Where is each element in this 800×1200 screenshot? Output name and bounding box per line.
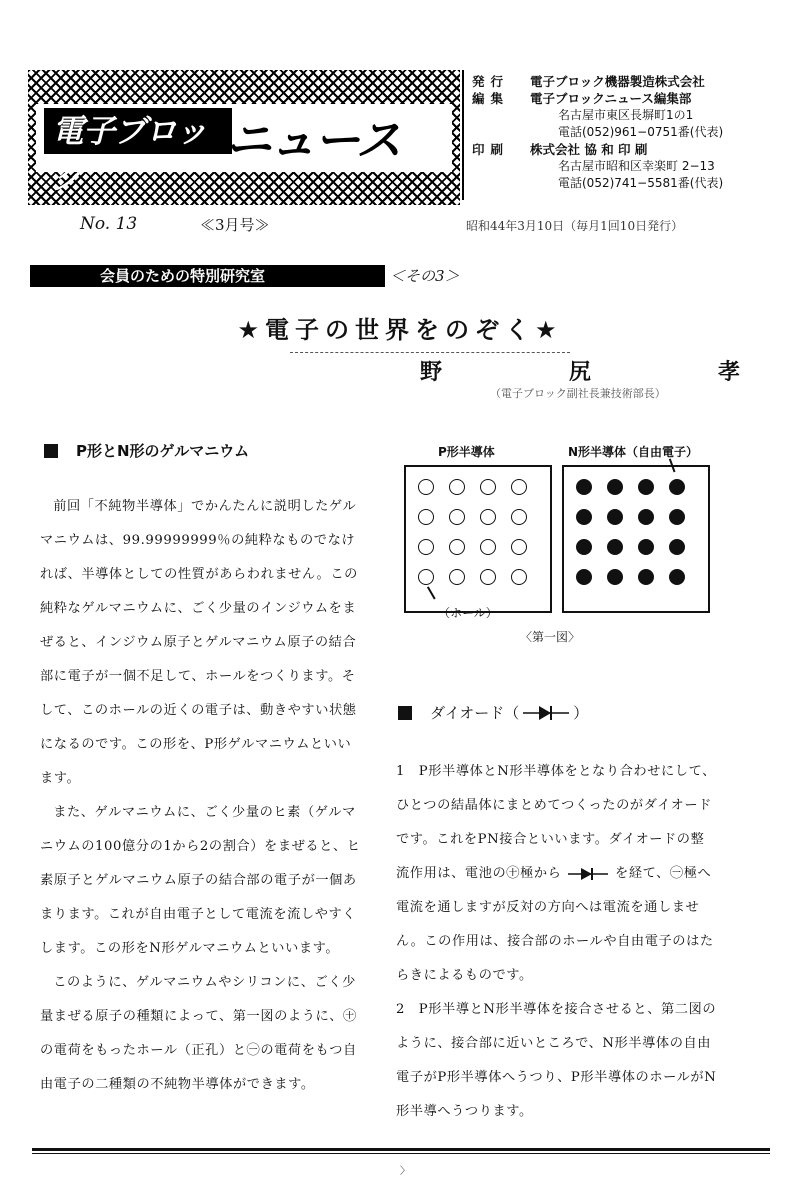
pub-label: 印刷 <box>472 142 510 157</box>
section-part: ＜その3＞ <box>390 267 460 285</box>
bottom-rule <box>32 1148 770 1151</box>
hole-grid <box>418 479 527 585</box>
figure-p-label: P形半導体 <box>438 445 495 459</box>
paragraph-part: 1 P形半導体とN形半導体をとなり合わせにして、ひとつの結晶体にまとめてつくったのがダイオードです。これをPN接合といいます。ダイオードの整流作用は、電池の㊉極から <box>396 764 716 881</box>
heading-text: ダイオード（ <box>430 704 520 722</box>
diode-symbol-icon <box>521 704 571 722</box>
hole-circle <box>449 539 465 555</box>
paragraph: 2 P形半導とN形半導体を接合させると、第二図のように、接合部に近いところで、N形半導体の自由電子がP形半導体へうつり、P形半導体のホールがN形半導へうつります。 <box>396 1002 717 1119</box>
electron-dot <box>669 569 685 585</box>
electron-dot <box>669 509 685 525</box>
figure-hole-label: （ホール） <box>438 606 498 620</box>
issue-number: No. 13 <box>80 214 138 234</box>
title-rule <box>290 352 570 354</box>
author-char: 尻 <box>568 360 591 385</box>
hole-circle <box>511 479 527 495</box>
electron-dot <box>607 569 623 585</box>
paragraph <box>396 755 718 993</box>
publisher-rule <box>462 70 464 200</box>
heading-germanium <box>44 440 249 461</box>
hole-circle <box>480 539 496 555</box>
editor-address: 名古屋市東区長塀町1の1 <box>558 108 694 122</box>
hole-circle <box>418 509 434 525</box>
electron-dot <box>576 539 592 555</box>
article-title: ★電子の世界をのぞく★ <box>237 316 563 344</box>
electron-dot <box>638 509 654 525</box>
pub-value: 電子ブロック機器製造株式会社 <box>530 74 705 89</box>
logo-left: 電子ブロック <box>44 108 232 154</box>
pub-value: 電子ブロックニュース編集部 <box>530 91 692 106</box>
electron-dot <box>638 539 654 555</box>
paragraph: このように、ゲルマニウムやシリコンに、ごく少量まぜる原子の種類によって、第一図のように、㊉の電荷をもったホール（正孔）と㊀の電荷をもつ自由電子の二種類の不純物半導体ができます。 <box>40 975 357 1092</box>
electron-dot <box>607 539 623 555</box>
figure-n-type-box <box>562 465 710 613</box>
hole-circle <box>480 509 496 525</box>
author-char: 野 <box>420 360 443 385</box>
figure-p-type-box <box>404 465 552 613</box>
author-name <box>420 355 740 386</box>
hole-circle <box>480 479 496 495</box>
hole-circle <box>418 539 434 555</box>
printer-address: 名古屋市昭和区幸楽町 2−13 <box>558 159 715 173</box>
diode-heading-wrap <box>430 702 588 723</box>
hole-circle <box>449 509 465 525</box>
pub-row-editor <box>472 90 732 107</box>
electron-dot <box>669 479 685 495</box>
issue-date: 昭和44年3月10日（毎月1回10日発行） <box>466 219 684 233</box>
logo-right: ニュース <box>226 113 400 167</box>
square-bullet-icon <box>398 706 412 720</box>
editor-phone: 電話(052)961−0751番(代表) <box>558 125 724 139</box>
hole-circle <box>511 539 527 555</box>
figure-caption: 〈第一図〉 <box>520 630 581 644</box>
hole-circle <box>449 479 465 495</box>
electron-dot <box>576 509 592 525</box>
pub-label: 発行 <box>472 74 510 89</box>
pub-row-publisher <box>472 73 732 90</box>
heading-diode <box>398 702 588 723</box>
page-mark: 〉 <box>400 1166 410 1177</box>
diode-symbol-icon <box>566 866 610 882</box>
pub-row-printer <box>472 141 732 158</box>
hole-circle <box>449 569 465 585</box>
issue-month: ≪3月号≫ <box>200 216 270 234</box>
electron-dot <box>607 509 623 525</box>
heading-close: ） <box>573 704 589 722</box>
author-role: （電子ブロック副社長兼技術部長） <box>490 387 666 400</box>
electron-dot <box>576 479 592 495</box>
printer-phone: 電話(052)741−5581番(代表) <box>558 176 724 190</box>
left-column-body <box>40 490 365 1102</box>
section-band: 会員のための特別研究室 <box>30 265 385 287</box>
electron-grid <box>576 479 685 585</box>
electron-dot <box>607 479 623 495</box>
publisher-info <box>472 73 732 192</box>
electron-dot <box>576 569 592 585</box>
bottom-rule-thin <box>32 1153 770 1154</box>
pub-label: 編集 <box>472 91 510 106</box>
hole-circle <box>480 569 496 585</box>
electron-dot <box>638 569 654 585</box>
hole-circle <box>511 569 527 585</box>
square-bullet-icon <box>44 444 58 458</box>
author-char: 孝 <box>717 360 740 385</box>
hole-circle <box>418 569 434 585</box>
paragraph: また、ゲルマニウムに、ごく少量のヒ素（ゲルマニウムの100億分の1から2の割合）をまぜると、ヒ素原子とゲルマニウム原子の結合部の電子が一個あまります。これが自由電子として電流を流しやすくします。この形をN形ゲルマニウムといいます。 <box>40 805 361 956</box>
pub-value: 株式会社 協 和 印 刷 <box>530 142 648 157</box>
right-column-body <box>396 755 718 1129</box>
paragraph-part: を経て、㊀極へ電流を通しますが反対の方向へは電流を通しません。この作用は、接合部のホールや自由電子のはたらきによるものです。 <box>396 866 714 983</box>
figure-n-label: N形半導体（自由電子） <box>568 445 699 459</box>
electron-dot <box>669 539 685 555</box>
hole-circle <box>418 479 434 495</box>
paragraph: 前回「不純物半導体」でかんたんに説明したゲルマニウムは、99.99999999％の純粋なものでなければ、半導体としての性質があらわれません。この純粋なゲルマニウムに、ごく少量のインジウムをまぜると、インジウム原子とゲルマニウム原子の結合部に電子が一個不足して、ホールをつくります。そして、このホールの近くの電子は、動きやすい状態になるのです。この形を、P形ゲルマニウムといいます。 <box>40 499 358 786</box>
hole-circle <box>511 509 527 525</box>
electron-dot <box>638 479 654 495</box>
heading-text: P形とN形のゲルマニウム <box>76 442 250 460</box>
